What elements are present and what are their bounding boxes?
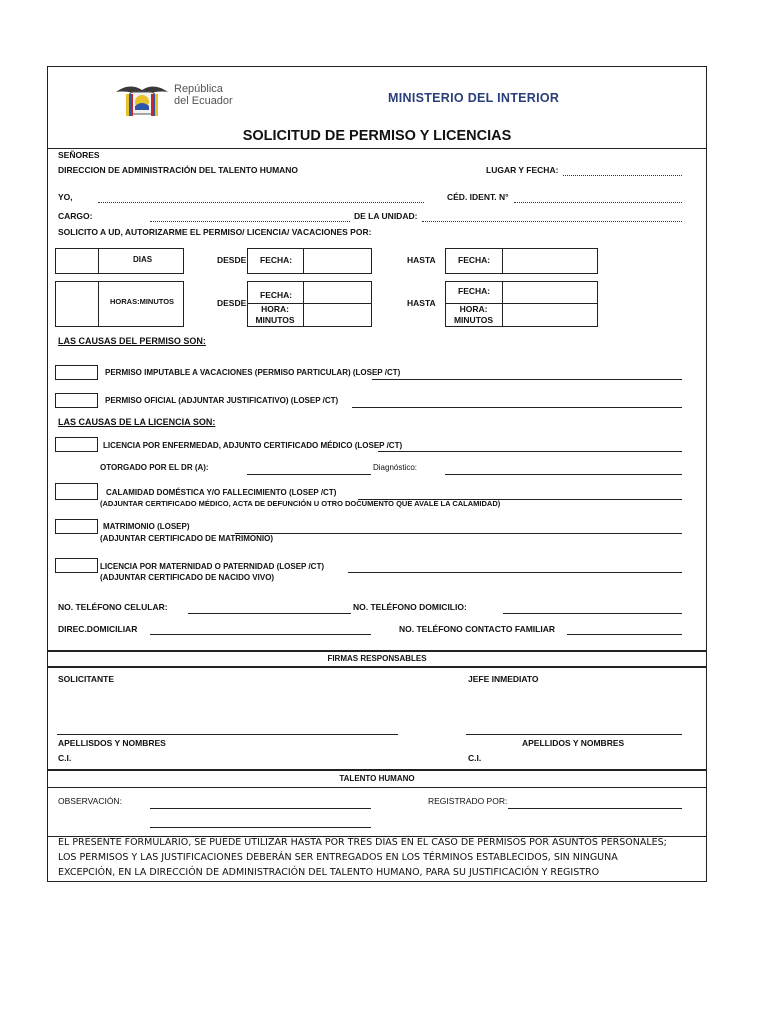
horas-divider <box>98 281 99 327</box>
firmas-heading: FIRMAS RESPONSABLES <box>327 654 427 663</box>
lugar-fecha-field[interactable] <box>563 175 682 176</box>
desde-minutos-label: MINUTOS <box>255 315 295 325</box>
cargo-label: CARGO: <box>58 211 93 221</box>
matrimonio-checkbox[interactable] <box>55 519 98 534</box>
ministry-name: MINISTERIO DEL INTERIOR <box>388 91 560 105</box>
direccion-domiciliar-label: DIREC.DOMICILIAR <box>58 624 138 634</box>
calamidad-sub-label: (ADJUNTAR CERTIFICADO MÉDICO, ACTA DE DEFUNCIÓN U OTRO DOCUMENTO QUE AVALE LA CALAMIDAD) <box>100 499 501 508</box>
solicito-label: SOLICITO A UD, AUTORIZARME EL PERMISO/ LICENCIA/ VACACIONES POR: <box>58 227 372 237</box>
telefono-familiar-field[interactable] <box>567 634 682 635</box>
apellidos-nombres-right-label: APELLIDOS Y NOMBRES <box>522 738 625 748</box>
apellidos-nombres-left-label: APELLISDOS Y NOMBRES <box>58 738 166 748</box>
diagnostico-field[interactable] <box>445 474 682 475</box>
de-la-unidad-label: DE LA UNIDAD: <box>354 211 418 221</box>
matrimonio-label: MATRIMONIO (LOSEP) <box>103 522 190 531</box>
talento-bottom-rule <box>47 787 707 788</box>
lugar-fecha-label: LUGAR Y FECHA: <box>486 165 559 175</box>
maternidad-line <box>348 572 682 573</box>
registrado-por-field[interactable] <box>508 808 682 809</box>
desde-hora-input[interactable] <box>304 304 371 326</box>
licencia-enfermedad-checkbox[interactable] <box>55 437 98 452</box>
direccion-domiciliar-field[interactable] <box>150 634 371 635</box>
otorgado-label: OTORGADO POR EL DR (A): <box>100 463 209 472</box>
licencia-enfermedad-line <box>378 451 682 452</box>
telefono-familiar-label: NO. TELÉFONO CONTACTO FAMILIAR <box>399 624 555 634</box>
permiso-vacaciones-checkbox[interactable] <box>55 365 98 380</box>
observacion-field[interactable] <box>150 808 371 809</box>
permiso-oficial-line <box>352 407 682 408</box>
licencia-enfermedad-label: LICENCIA POR ENFERMEDAD, ADJUNTO CERTIFICADO MÉDICO (LOSEP /CT) <box>103 441 403 450</box>
desde-label-1: DESDE <box>217 255 247 265</box>
hasta-hora-input[interactable] <box>503 304 597 326</box>
telefono-celular-field[interactable] <box>188 613 351 614</box>
hasta-label-2: HASTA <box>407 298 436 308</box>
matrimonio-line <box>235 533 682 534</box>
licencia-heading: LAS CAUSAS DE LA LICENCIA SON: <box>58 417 216 427</box>
desde-fecha-input-1[interactable] <box>304 249 371 273</box>
maternidad-label: LICENCIA POR MATERNIDAD O PATERNIDAD (LOSEP /CT) <box>100 562 324 571</box>
footer-notice-line1: EL PRESENTE FORMULARIO, SE PUEDE UTILIZAR HASTA POR TRES DÍAS EN EL CASO DE PERMISOS POR ASUNTOS PERSONALES; <box>58 837 667 848</box>
permiso-vacaciones-label: PERMISO IMPUTABLE A VACACIONES (PERMISO PARTICULAR) (LOSEP /CT) <box>105 368 401 377</box>
calamidad-label: CALAMIDAD DOMÉSTICA Y/O FALLECIMIENTO (LOSEP /CT) <box>106 488 337 497</box>
horas-minutos-label: HORAS:MINUTOS <box>110 297 175 306</box>
direccion-label: DIRECCION DE ADMINISTRACIÓN DEL TALENTO HUMANO <box>58 165 299 175</box>
yo-label: YO, <box>58 192 73 202</box>
logo-ecuador-text: del Ecuador <box>174 95 233 107</box>
footer-notice-line2: LOS PERMISOS Y LAS JUSTIFICACIONES DEBERÁN SER ENTREGADOS EN LOS TÉRMINOS ESTABLECIDOS, SIN NINGUNA <box>58 852 618 863</box>
permiso-oficial-label: PERMISO OFICIAL (ADJUNTAR JUSTIFICATIVO) (LOSEP /CT) <box>105 396 339 405</box>
calamidad-checkbox[interactable] <box>55 483 98 500</box>
hasta-minutos-label: MINUTOS <box>453 315 494 325</box>
matrimonio-sub-label: (ADJUNTAR CERTIFICADO DE MATRIMONIO) <box>100 534 274 543</box>
solicitante-signature-line[interactable] <box>57 734 398 735</box>
permiso-heading: LAS CAUSAS DEL PERMISO SON: <box>58 336 206 346</box>
telefono-celular-label: NO. TELÉFONO CELULAR: <box>58 602 168 612</box>
name-field[interactable] <box>98 202 424 203</box>
hasta-hora-label: HORA: <box>459 304 488 314</box>
hasta-fecha-label-2: FECHA: <box>458 286 491 296</box>
dias-label: DIAS <box>133 255 153 264</box>
unidad-field[interactable] <box>422 221 682 222</box>
maternidad-sub-label: (ADJUNTAR CERTIFICADO DE NACIDO VIVO) <box>100 573 275 582</box>
hasta-label-1: HASTA <box>407 255 436 265</box>
senores-label: SEÑORES <box>58 150 100 160</box>
logo-republica-text: República <box>174 83 223 95</box>
ci-right-label: C.I. <box>468 753 482 763</box>
ced-ident-field[interactable] <box>514 202 682 203</box>
footer-notice-line3: EXCEPCIÓN, EN LA DIRECCIÓN DE ADMINISTRACIÓN DEL TALENTO HUMANO, PARA SU JUSTIFICACIÓN Y REGISTRO <box>58 867 600 878</box>
hasta-fecha-input-1[interactable] <box>503 249 597 273</box>
firmas-top-rule <box>47 650 707 652</box>
solicitante-label: SOLICITANTE <box>58 674 115 684</box>
title-divider <box>47 148 707 149</box>
telefono-domicilio-label: NO. TELÉFONO DOMICILIO: <box>353 602 467 612</box>
desde-fecha-label-2: FECHA: <box>260 290 293 300</box>
cargo-field[interactable] <box>150 221 350 222</box>
hasta-fecha-label-1: FECHA: <box>458 255 491 265</box>
permiso-vacaciones-line <box>372 379 682 380</box>
talento-top-rule <box>47 769 707 771</box>
diagnostico-label: Diagnóstico: <box>373 463 418 472</box>
desde-fecha-label-1: FECHA: <box>260 255 293 265</box>
hasta-fecha-input-2[interactable] <box>503 282 597 302</box>
permiso-oficial-checkbox[interactable] <box>55 393 98 408</box>
telefono-domicilio-field[interactable] <box>503 613 682 614</box>
firmas-bottom-rule <box>47 666 707 668</box>
ci-left-label: C.I. <box>58 753 72 763</box>
registrado-por-label: REGISTRADO POR: <box>428 796 508 806</box>
observacion-field-2[interactable] <box>150 827 371 828</box>
otorgado-field[interactable] <box>247 474 371 475</box>
ecuador-coat-of-arms-logo <box>112 80 172 120</box>
dias-divider <box>98 248 99 274</box>
page-title: SOLICITUD DE PERMISO Y LICENCIAS <box>242 128 512 144</box>
desde-hora-label: HORA: <box>261 304 289 314</box>
jefe-inmediato-label: JEFE INMEDIATO <box>468 674 539 684</box>
maternidad-checkbox[interactable] <box>55 558 98 573</box>
horas-input[interactable] <box>56 282 97 326</box>
jefe-signature-line[interactable] <box>466 734 682 735</box>
ced-ident-label: CÉD. IDENT. N° <box>447 192 509 202</box>
dias-input[interactable] <box>56 249 97 273</box>
desde-fecha-input-2[interactable] <box>304 282 371 302</box>
desde-label-2: DESDE <box>217 298 247 308</box>
observacion-label: OBSERVACIÓN: <box>58 796 122 806</box>
talento-heading: TALENTO HUMANO <box>339 774 415 783</box>
